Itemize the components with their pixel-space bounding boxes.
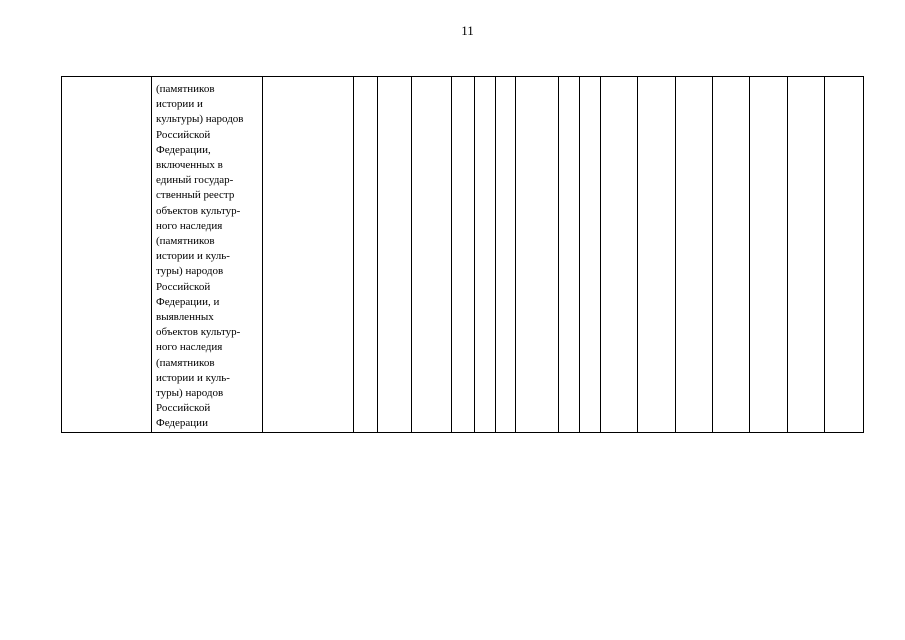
table-cell	[354, 77, 378, 433]
description-line: Федерации	[156, 417, 208, 430]
description-line: ного наследия	[156, 341, 223, 354]
description-line: Федерации, и	[156, 295, 220, 308]
table-cell	[475, 77, 496, 433]
table-cell	[378, 77, 412, 433]
description-line: объектов культур-	[156, 204, 241, 217]
description-line: Российской	[156, 402, 211, 415]
description-line: выявленных	[156, 311, 214, 324]
description-line: единый государ-	[156, 174, 234, 187]
description-line: (памятников	[156, 83, 215, 95]
description-line: туры) народов	[156, 265, 224, 278]
description-line: (памятников	[156, 356, 215, 369]
table-cell-description	[152, 77, 263, 433]
table-cell	[713, 77, 750, 433]
description-line: Федерации,	[156, 143, 211, 156]
table-cell	[516, 77, 559, 433]
table-cell	[788, 77, 825, 433]
table-cell	[559, 77, 580, 433]
description-line: истории и куль-	[156, 371, 230, 384]
description-line: туры) народов	[156, 387, 224, 400]
description-line: включенных в	[156, 159, 223, 172]
description-line: ственный реестр	[156, 189, 235, 202]
table-cell	[412, 77, 452, 433]
table-row	[62, 77, 864, 433]
table-cell	[452, 77, 475, 433]
description-line: истории и	[156, 98, 203, 111]
description-line: культуры) народов	[156, 113, 244, 126]
table-cell	[496, 77, 516, 433]
description-line: объектов культур-	[156, 326, 241, 339]
table-cell-number	[62, 77, 152, 433]
table-cell	[580, 77, 601, 433]
table-cell	[638, 77, 676, 433]
description-line: (памятников	[156, 235, 215, 248]
table-cell	[750, 77, 788, 433]
page-number: 11	[461, 23, 474, 38]
description-text	[152, 77, 262, 432]
table-cell	[263, 77, 354, 433]
table-cell	[825, 77, 864, 433]
description-line: истории и куль-	[156, 250, 230, 263]
data-table	[61, 76, 864, 433]
table-cell	[676, 77, 713, 433]
description-line: ного наследия	[156, 219, 223, 232]
description-line: Российской	[156, 128, 211, 141]
table-cell	[601, 77, 638, 433]
description-line: Российской	[156, 280, 211, 293]
